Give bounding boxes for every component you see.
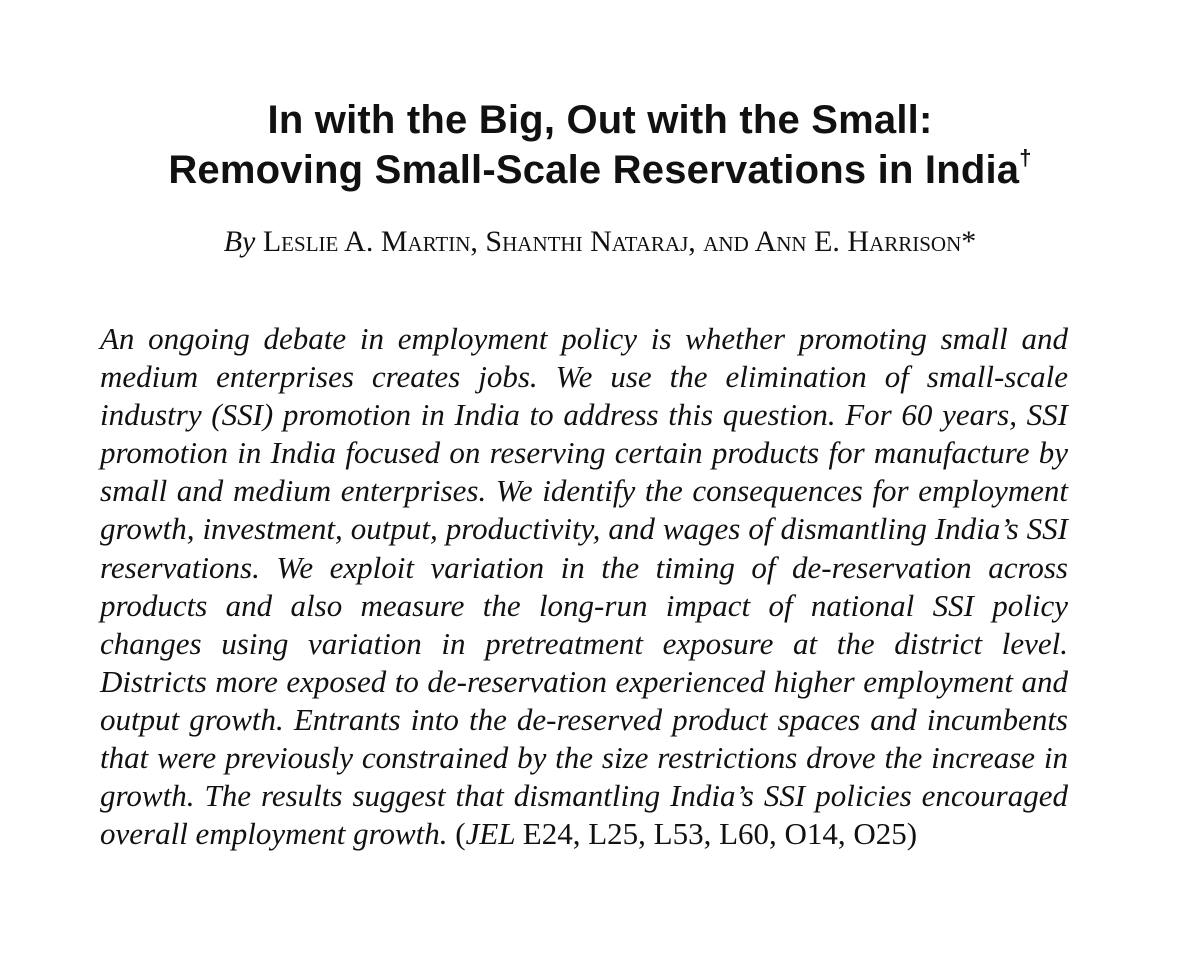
title-footnote-mark: † [1019, 144, 1032, 170]
jel-label: JEL [465, 816, 516, 852]
abstract [100, 320, 1068, 853]
title-line-1: In with the Big, Out with the Small: [267, 97, 933, 142]
author-names: Leslie A. Martin, Shanthi Nataraj, and Ann E. Harrison* [262, 225, 977, 258]
author-byline [0, 222, 1200, 262]
byline-by: By [223, 225, 256, 258]
title-line-2 [0, 145, 1200, 195]
paper-title [0, 95, 1200, 195]
abstract-text: An ongoing debate in employment policy is whether promoting small and medium enterprises creates jobs. We use the elimination of small-scale industry (SSI) promotion in India to address this question. For 60 years, SSI promotion in India focused on reserving certain products for manufacture by small and medium enterprises. We identify the consequences for employment growth, investment, output, productivity, and wages of dismantling India’s SSI reservations. We exploit variation in the timing of de-reservation across products and also measure the long-run impact of national SSI policy changes using variation in pretreatment exposure at the district level. Districts more exposed to de-reservation experienced higher employment and output growth. Entrants into the de-reserved product spaces and incumbents that were previously constrained by the size restrictions drove the increase in growth. The results suggest that dismantling India’s SSI policies encouraged overall employment growth. [100, 321, 1068, 852]
jel-codes: E24, L25, L53, L60, O14, O25 [522, 816, 907, 852]
jel-close-paren: ) [906, 816, 918, 852]
jel-open-paren: ( [455, 816, 466, 852]
title-line-2-text: Removing Small-Scale Reservations in India [168, 147, 1020, 192]
